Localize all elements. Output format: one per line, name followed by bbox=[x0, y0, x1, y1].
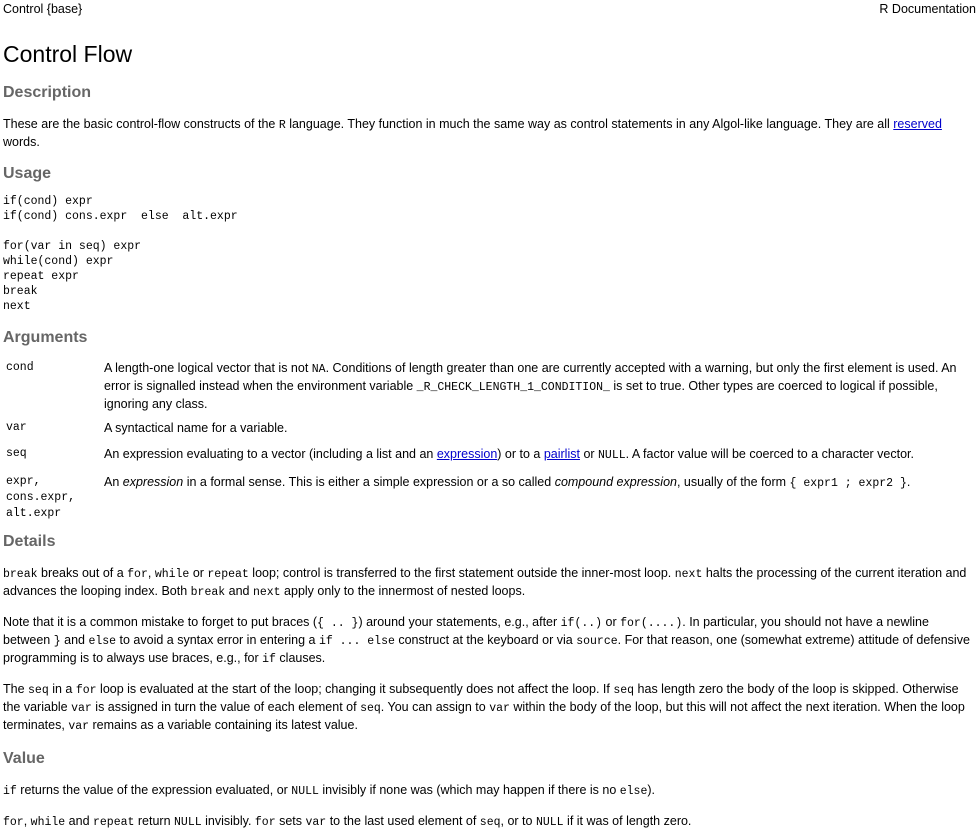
text: clauses. bbox=[275, 651, 326, 665]
argument-description: A syntactical name for a variable. bbox=[104, 421, 288, 435]
doc-header bbox=[3, 0, 976, 18]
page-title: Control Flow bbox=[3, 41, 133, 67]
section-heading-description: Description bbox=[3, 84, 92, 101]
details-paragraph-3 bbox=[3, 681, 976, 735]
argument-name-part: expr, bbox=[6, 475, 41, 488]
text: Note that it is a common mistake to forget to put braces ( bbox=[3, 615, 318, 629]
text: is assigned in turn the value of each element of bbox=[91, 700, 361, 714]
text: words. bbox=[3, 135, 40, 149]
code: { expr1 ; expr2 } bbox=[789, 477, 907, 490]
text: language. They function in much the same way as control statements in any Algol-like language. They are all bbox=[285, 117, 894, 131]
text: within the body of the loop, but this will not affect the next iteration. When the loop terminates, bbox=[3, 700, 965, 732]
argument-description bbox=[101, 446, 976, 474]
code: var bbox=[489, 702, 510, 715]
text: , or to bbox=[500, 814, 536, 828]
code: var bbox=[68, 720, 90, 733]
code: for(....) bbox=[620, 617, 683, 630]
section-heading-usage: Usage bbox=[3, 165, 52, 182]
text: halts the processing of the current iteration and advances the looping index. Both bbox=[3, 566, 967, 598]
emphasis: compound expression bbox=[554, 475, 677, 489]
text: invisibly. bbox=[201, 814, 255, 828]
details-paragraph-1 bbox=[3, 565, 976, 601]
package-label: Control {base} bbox=[3, 2, 83, 16]
code: if bbox=[262, 653, 276, 666]
argument-name: seq bbox=[6, 447, 27, 460]
code: var bbox=[305, 816, 327, 829]
code: break bbox=[190, 586, 226, 599]
code: NULL bbox=[535, 816, 564, 829]
text: sets bbox=[275, 814, 306, 828]
code: seq bbox=[360, 702, 381, 715]
details-paragraph-2 bbox=[3, 614, 976, 668]
text: . You can assign to bbox=[380, 700, 490, 714]
doc-source-label: R Documentation bbox=[879, 2, 976, 16]
reserved-link[interactable]: reserved bbox=[893, 117, 942, 131]
code: NA bbox=[311, 363, 326, 376]
argument-row-var bbox=[3, 420, 976, 446]
code: for bbox=[254, 816, 276, 829]
text: returns the value of the expression evaluated, or bbox=[16, 783, 292, 797]
text: or bbox=[602, 615, 621, 629]
text: , bbox=[147, 566, 155, 580]
section-heading-value: Value bbox=[3, 750, 45, 767]
usage-line: while(cond) expr bbox=[3, 255, 114, 268]
text: or bbox=[189, 566, 208, 580]
text: These are the basic control-flow constructs of the bbox=[3, 117, 279, 131]
argument-description bbox=[101, 474, 976, 522]
code: repeat bbox=[207, 568, 249, 581]
code: seq bbox=[479, 816, 501, 829]
text: . For that reason, one (somewhat extreme) attitude of defensive programming is to always use braces, e.g., for bbox=[3, 633, 970, 665]
argument-name: cond bbox=[6, 361, 34, 374]
text: breaks out of a bbox=[37, 566, 128, 580]
arguments-table bbox=[3, 360, 976, 522]
text: has length zero the body of the loop is skipped. Otherwise the variable bbox=[3, 682, 959, 714]
text: . bbox=[906, 475, 911, 489]
text: invisibly if none was (which may happen if there is no bbox=[318, 783, 620, 797]
code: NULL bbox=[598, 449, 626, 462]
text: and bbox=[225, 584, 253, 598]
argument-row-seq bbox=[3, 446, 976, 474]
usage-line: repeat expr bbox=[3, 270, 79, 283]
code: while bbox=[30, 816, 66, 829]
text: if it was of length zero. bbox=[563, 814, 692, 828]
text: ). bbox=[647, 783, 655, 797]
text: in a formal sense. This is either a simple expression or a so called bbox=[183, 475, 555, 489]
code: NULL bbox=[291, 785, 319, 798]
text: or bbox=[579, 447, 599, 461]
usage-line: if(cond) cons.expr else alt.expr bbox=[3, 210, 238, 223]
argument-name bbox=[3, 474, 101, 522]
text: return bbox=[134, 814, 175, 828]
argument-description bbox=[101, 360, 976, 420]
code: if bbox=[3, 785, 17, 798]
usage-line: break bbox=[3, 285, 38, 298]
value-paragraph-2 bbox=[3, 813, 976, 831]
code: repeat bbox=[93, 816, 135, 829]
text: remains as a variable containing its latest value. bbox=[89, 718, 358, 732]
section-heading-arguments: Arguments bbox=[3, 329, 88, 346]
text: construct at the keyboard or via bbox=[394, 633, 577, 647]
code: seq bbox=[613, 684, 635, 697]
argument-name-part: alt.expr bbox=[6, 507, 62, 520]
text: to the last used element of bbox=[326, 814, 480, 828]
text: A length-one logical vector that is not bbox=[104, 361, 312, 375]
emphasis: expression bbox=[122, 475, 184, 489]
code: break bbox=[3, 568, 38, 581]
usage-line: if(cond) expr bbox=[3, 195, 93, 208]
argument-row-expr bbox=[3, 474, 976, 522]
text: ) or to a bbox=[497, 447, 544, 461]
text: in a bbox=[48, 682, 76, 696]
text: An bbox=[104, 475, 123, 489]
argument-name: var bbox=[6, 421, 27, 434]
text: and bbox=[65, 814, 93, 828]
argument-row-cond bbox=[3, 360, 976, 420]
text: . A factor value will be coerced to a character vector. bbox=[625, 447, 914, 461]
expression-link[interactable]: expression bbox=[436, 447, 498, 461]
code: next bbox=[252, 586, 281, 599]
text: loop is evaluated at the start of the loop; changing it subsequently does not affect the loop. If bbox=[96, 682, 614, 696]
text: The bbox=[3, 682, 29, 696]
text: , usually of the form bbox=[676, 475, 790, 489]
code: _R_CHECK_LENGTH_1_CONDITION_ bbox=[416, 381, 610, 394]
text: and bbox=[60, 633, 89, 647]
text: apply only to the innermost of nested loops. bbox=[280, 584, 526, 598]
text: . Conditions of length greater than one are currently accepted with a warning, but only the first element is used. An error is signalled instead when the environment variable bbox=[104, 361, 957, 393]
value-paragraph-1 bbox=[3, 782, 976, 800]
text: to avoid a syntax error in entering a bbox=[116, 633, 319, 647]
code: source bbox=[576, 635, 618, 648]
code: if ... else bbox=[318, 635, 395, 648]
code: else bbox=[88, 635, 117, 648]
text: . In particular, you should not have a newline between bbox=[3, 615, 929, 647]
argument-name-part: cons.expr, bbox=[6, 491, 76, 504]
text: An expression evaluating to a vector (including a list and an bbox=[104, 447, 437, 461]
code: for bbox=[75, 684, 97, 697]
text: loop; control is transferred to the first statement outside the inner-most loop. bbox=[248, 566, 675, 580]
usage-line: for(var in seq) expr bbox=[3, 240, 142, 253]
code: seq bbox=[28, 684, 49, 697]
code: { .. } bbox=[317, 617, 359, 630]
code: while bbox=[154, 568, 190, 581]
code: for bbox=[3, 816, 24, 829]
text: ) around your statements, e.g., after bbox=[358, 615, 561, 629]
code: NULL bbox=[174, 816, 202, 829]
code: next bbox=[674, 568, 703, 581]
section-heading-details: Details bbox=[3, 533, 56, 550]
code: if(..) bbox=[560, 617, 603, 630]
pairlist-link[interactable]: pairlist bbox=[543, 447, 580, 461]
text: , bbox=[23, 814, 31, 828]
usage-line: next bbox=[3, 300, 31, 313]
usage-code-block bbox=[3, 194, 976, 314]
code: for bbox=[127, 568, 148, 581]
text: is set to true. Other types are coerced to logical if possible, ignoring any class. bbox=[104, 379, 938, 411]
code: var bbox=[71, 702, 92, 715]
description-paragraph bbox=[3, 116, 976, 150]
code: R bbox=[278, 119, 286, 132]
code: } bbox=[53, 635, 61, 648]
code: else bbox=[619, 785, 648, 798]
